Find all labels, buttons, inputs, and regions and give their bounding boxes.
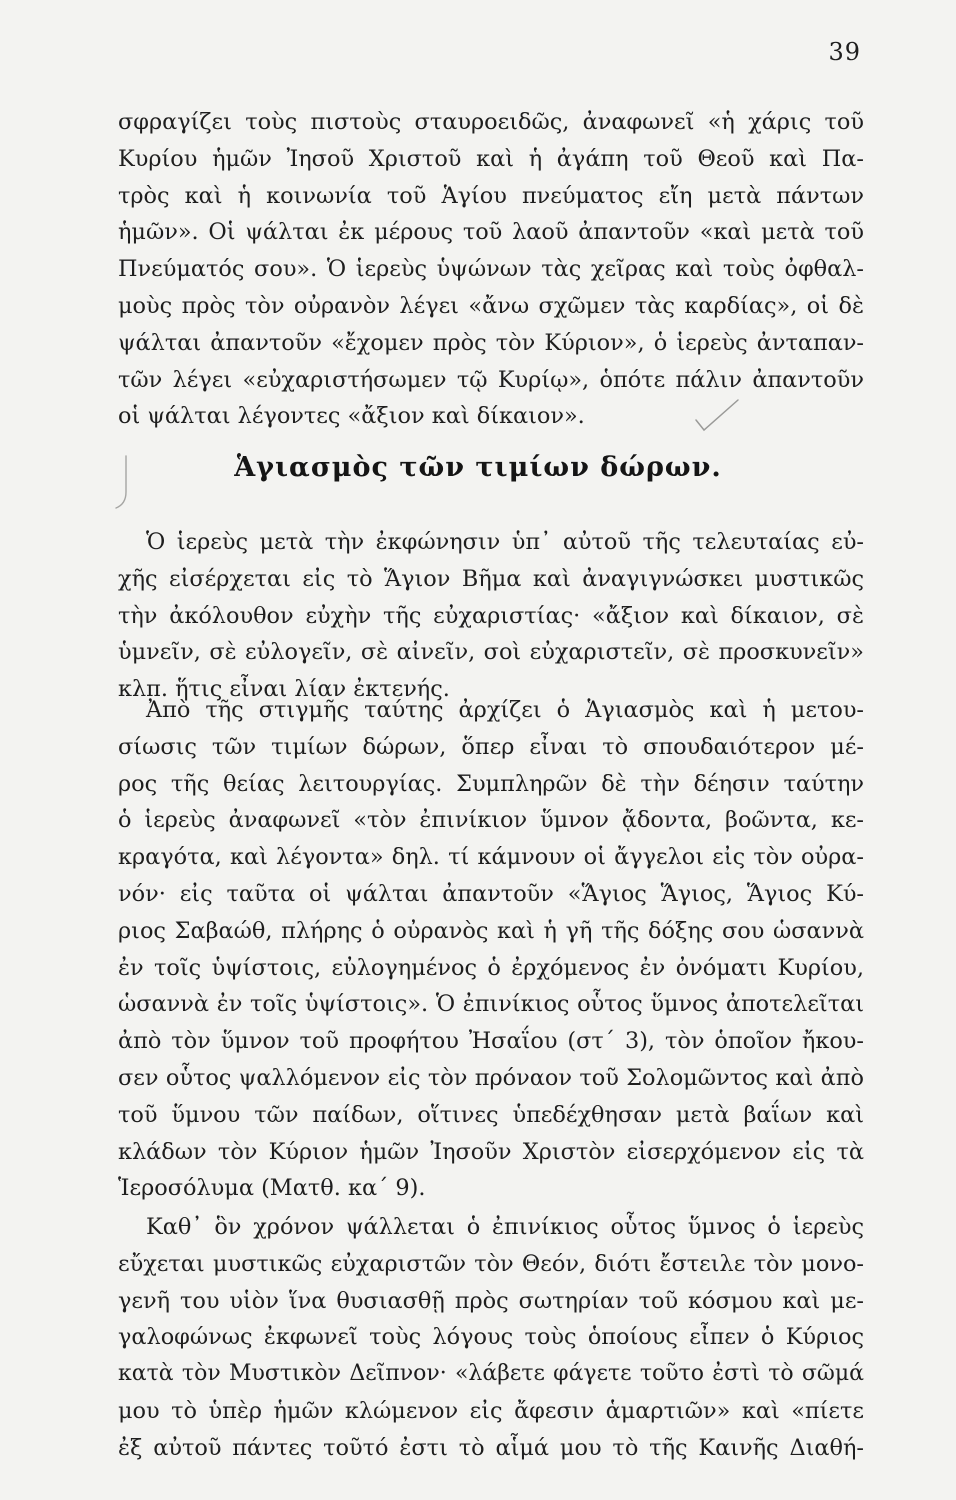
text-line: γαλοφώνως ἐκφωνεῖ τοὺς λόγους τοὺς ὁποίους εἶπεν ὁ Κύριος	[118, 1324, 864, 1351]
paragraph-3	[118, 692, 864, 1207]
text-line: κλάδων τὸν Κύριον ἡμῶν Ἰησοῦν Χριστὸν εἰσερχόμενον εἰς τὰ	[118, 1138, 864, 1165]
text-line: ψάλται ἀπαντοῦν «ἔχομεν πρὸς τὸν Κύριον», ὁ ἱερεὺς ἀνταπαν-	[118, 329, 864, 356]
paragraph-4	[118, 1209, 864, 1467]
text-line: εὔχεται μυστικῶς εὐχαριστῶν τὸν Θεόν, διότι ἔστειλε τὸν μονο-	[118, 1250, 864, 1277]
text-line: τρὸς καὶ ἡ κοινωνία τοῦ Ἁγίου πνεύματος εἴη μετὰ πάντων	[118, 182, 864, 209]
text-line: μου τὸ ὑπὲρ ἡμῶν κλώμενον εἰς ἄφεσιν ἁμαρτιῶν» καὶ «πίετε	[118, 1397, 864, 1424]
text-line: κραγότα, καὶ λέγοντα» δηλ. τί κάμνουν οἱ ἄγγελοι εἰς τὸν οὐρα-	[118, 844, 864, 871]
section-heading: Ἁγιασμὸς τῶν τιμίων δώρων.	[234, 452, 722, 483]
paragraph-2	[118, 524, 864, 708]
text-line: Κυρίου ἡμῶν Ἰησοῦ Χριστοῦ καὶ ἡ ἀγάπη τοῦ Θεοῦ καὶ Πα-	[118, 145, 864, 172]
text-line: χῆς εἰσέρχεται εἰς τὸ Ἅγιον Βῆμα καὶ ἀναγιγνώσκει μυστικῶς	[118, 565, 864, 592]
text-line: κλπ. ἥτις εἶναι λίαν ἐκτενής.	[118, 676, 450, 703]
text-line: ἐν τοῖς ὑψίστοις, εὐλογημένος ὁ ἐρχόμενος ἐν ὀνόματι Κυρίου,	[118, 954, 864, 981]
text-line: Ἀπὸ τῆς στιγμῆς ταύτης ἀρχίζει ὁ Ἁγιασμὸς καὶ ἡ μετου-	[146, 697, 864, 723]
text-line: τῶν λέγει «εὐχαριστήσωμεν τῷ Κυρίῳ», ὁπότε πάλιν ἀπαντοῦν	[118, 366, 864, 393]
text-line: οἱ ψάλται λέγοντες «ἄξιον καὶ δίκαιον».	[118, 403, 585, 430]
text-line: νόν· εἰς ταῦτα οἱ ψάλται ἀπαντοῦν «Ἅγιος Ἅγιος, Ἅγιος Κύ-	[118, 880, 864, 907]
text-line: ὡσαννὰ ἐν τοῖς ὑψίστοις». Ὁ ἐπινίκιος οὗτος ὕμνος ἀποτελεῖται	[118, 991, 864, 1018]
text-line: ριος Σαβαώθ, πλήρης ὁ οὐρανὸς καὶ ἡ γῆ τῆς δόξης σου ὡσαννὰ	[118, 917, 864, 944]
paragraph-1	[118, 104, 864, 435]
text-line: ὁ ἱερεὺς ἀναφωνεῖ «τὸν ἐπινίκιον ὕμνον ᾄδοντα, βοῶντα, κε-	[118, 807, 864, 834]
text-line: ὑμνεῖν, σὲ εὐλογεῖν, σὲ αἰνεῖν, σοὶ εὐχαριστεῖν, σὲ προσκυνεῖν»	[118, 639, 864, 666]
text-line: τὴν ἀκόλουθον εὐχὴν τῆς εὐχαριστίας· «ἄξιον καὶ δίκαιον, σὲ	[118, 602, 864, 629]
text-line: σφραγίζει τοὺς πιστοὺς σταυροειδῶς, ἀναφωνεῖ «ἡ χάρις τοῦ	[118, 109, 864, 135]
text-line: κατὰ τὸν Μυστικὸν Δεῖπνον· «λάβετε φάγετε τοῦτο ἐστὶ τὸ σῶμά	[118, 1361, 864, 1387]
text-line: σεν οὗτος ψαλλόμενον εἰς τὸν πρόναον τοῦ Σολομῶντος καὶ ἀπὸ	[118, 1064, 864, 1091]
text-line: γενῆ του υἱὸν ἵνα θυσιασθῇ πρὸς σωτηρίαν τοῦ κόσμου καὶ με-	[118, 1287, 864, 1314]
text-line: Καθ᾿ ὃν χρόνον ψάλλεται ὁ ἐπινίκιος οὗτος ὕμνος ὁ ἱερεὺς	[146, 1214, 864, 1240]
text-line: ἡμῶν». Οἱ ψάλται ἐκ μέρους τοῦ λαοῦ ἀπαντοῦν «καὶ μετὰ τοῦ	[118, 219, 864, 246]
page-number: 39	[828, 38, 861, 66]
text-line: τοῦ ὕμνου τῶν παίδων, οἵτινες ὑπεδέχθησαν μετὰ βαΐων καὶ	[118, 1101, 864, 1128]
text-line: Πνεύματός σου». Ὁ ἱερεὺς ὑψώνων τὰς χεῖρας καὶ τοὺς ὀφθαλ-	[118, 256, 864, 283]
text-line: μοὺς πρὸς τὸν οὐρανὸν λέγει «ἄνω σχῶμεν τὰς καρδίας», οἱ δὲ	[118, 292, 864, 319]
pencil-check-mark-icon	[692, 394, 742, 434]
text-line: ρος τῆς θείας λειτουργίας. Συμπληρῶν δὲ τὴν δέησιν ταύτην	[118, 770, 864, 797]
text-line: ἀπὸ τὸν ὕμνον τοῦ προφήτου Ἠσαΐου (στ´ 3), τὸν ὁποῖον ἤκου-	[118, 1028, 864, 1055]
text-line: σίωσις τῶν τιμίων δώρων, ὅπερ εἶναι τὸ σπουδαιότερον μέ-	[118, 733, 864, 760]
text-line: ἐξ αὐτοῦ πάντες τοῦτό ἐστι τὸ αἷμά μου τὸ τῆς Καινῆς Διαθή-	[118, 1434, 864, 1461]
text-line: Ἱεροσόλυμα (Ματθ. κα´ 9).	[118, 1175, 426, 1202]
text-line: Ὁ ἱερεὺς μετὰ τὴν ἐκφώνησιν ὑπ᾿ αὐτοῦ τῆς τελευταίας εὐ-	[146, 529, 864, 555]
